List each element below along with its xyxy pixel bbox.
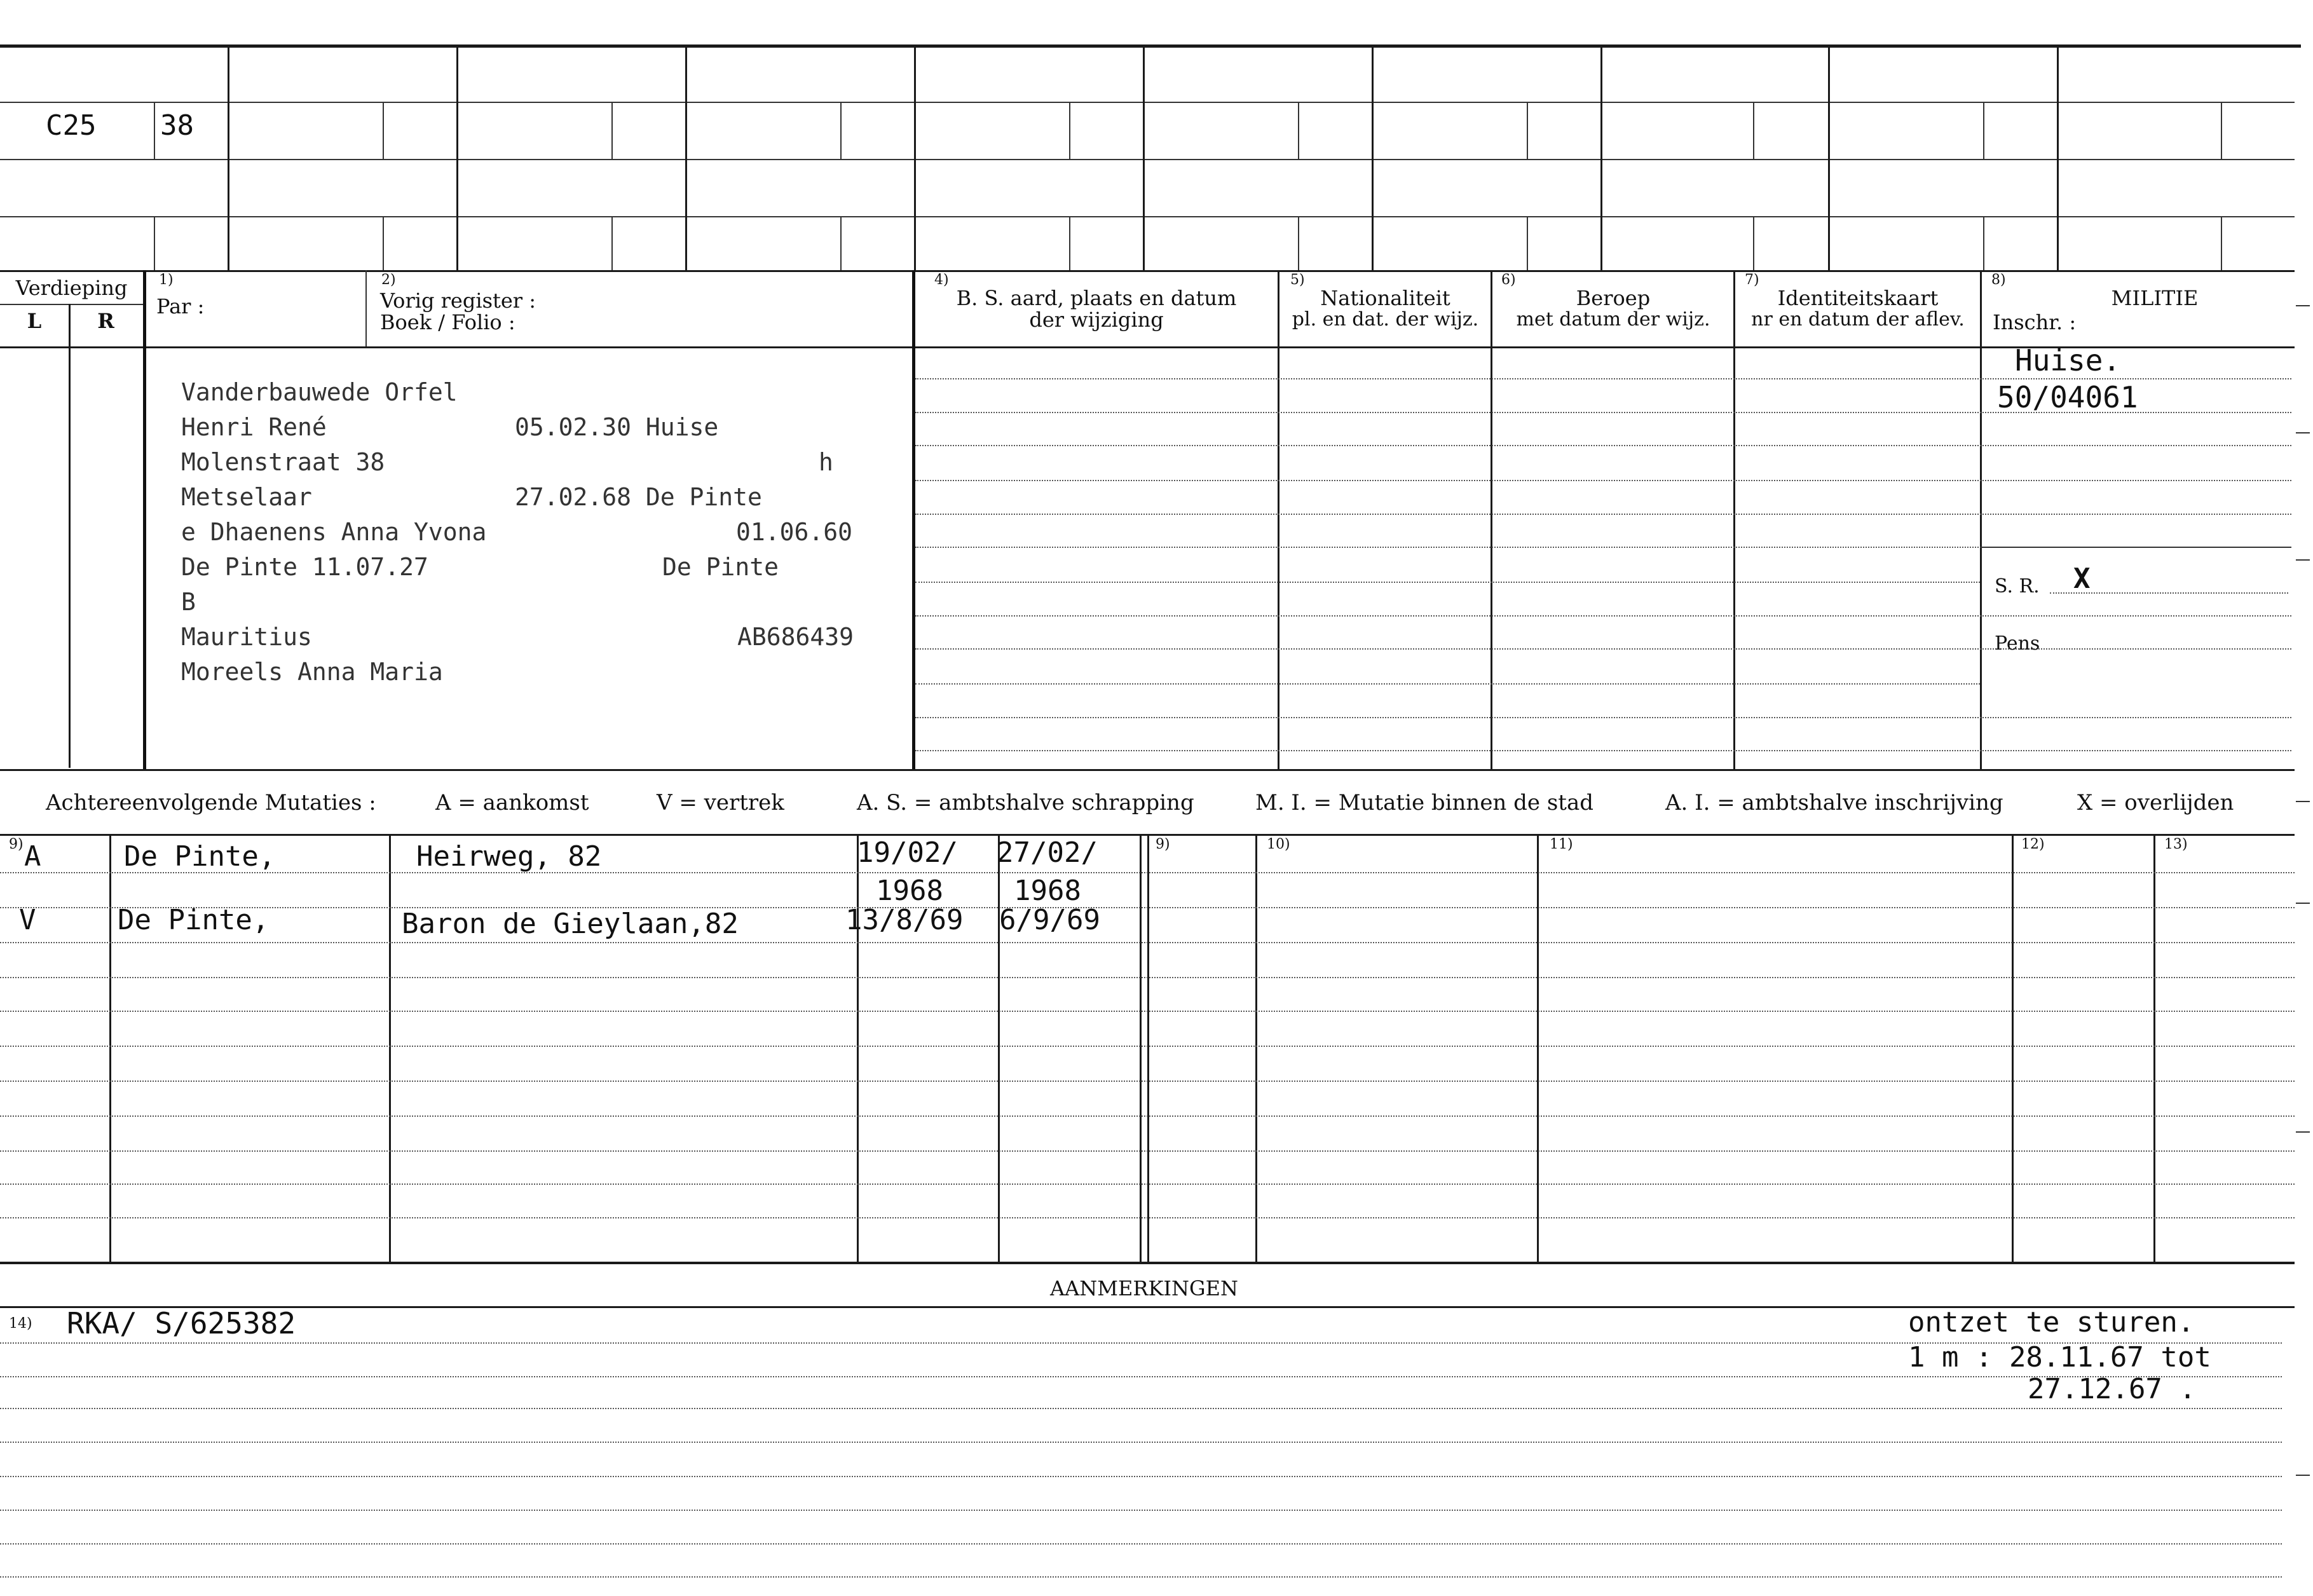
row-line (915, 717, 2291, 718)
legend-as: A. S. = ambtshalve schrapping (857, 790, 1194, 815)
remarks-right-2: 1 m : 28.11.67 tot (1908, 1341, 2211, 1374)
legend-v: V = vertrek (657, 790, 784, 815)
note-7: 7) (1745, 272, 1759, 288)
mut-row1-date2b: 1968 (1014, 875, 1081, 907)
edge-tick (2296, 559, 2310, 561)
remarks-line (0, 1442, 2282, 1443)
mut-note-11: 11) (1550, 836, 1573, 852)
mut-row-line (0, 1115, 2295, 1117)
top-grid-col (456, 44, 458, 270)
top-grid-col (685, 44, 687, 270)
top-grid-col (2057, 44, 2059, 270)
mut-col (1147, 834, 1149, 1262)
note-4: 4) (934, 272, 949, 288)
top-grid-subcol (2221, 216, 2222, 270)
edge-tick (2296, 432, 2310, 433)
top-grid-subcol (1069, 102, 1070, 159)
mut-row1-date2a: 27/02/ (997, 836, 1098, 869)
mut-row-line (0, 1046, 2295, 1047)
note-6: 6) (1501, 272, 1516, 288)
row-line (915, 615, 2291, 617)
mut-row2-place: De Pinte, (118, 904, 270, 936)
top-grid-col (1600, 44, 1602, 270)
col-divider (365, 270, 367, 346)
mut-row-line (0, 1081, 2295, 1082)
note-1: 1) (159, 272, 174, 288)
top-grid-subcol (840, 216, 842, 270)
top-grid-line (0, 159, 2295, 160)
row-line (915, 378, 2291, 379)
nationaliteit-header-2: pl. en dat. der wijz. (1292, 308, 1479, 331)
person-line-3b: h (819, 448, 833, 476)
row-line (915, 683, 1980, 685)
militie-split (1980, 547, 2291, 548)
boek-folio-label: Boek / Folio : (380, 310, 515, 334)
remarks-line (0, 1510, 2282, 1511)
top-grid-line (0, 216, 2295, 217)
mut-row1-date1a: 19/02/ (857, 836, 958, 869)
header-bottom-line (0, 346, 2295, 348)
sr-mark: X (2073, 563, 2091, 595)
col-divider (912, 270, 915, 769)
top-grid-subcol (1527, 102, 1528, 159)
mut-row-line (0, 872, 2295, 873)
mut-row-line (0, 977, 2295, 978)
col-divider (143, 270, 146, 769)
person-line-9: Moreels Anna Maria (181, 658, 443, 686)
col-divider (69, 304, 71, 768)
mut-row1-street: Heirweg, 82 (416, 840, 602, 873)
top-grid-subcol (383, 102, 384, 159)
top-grid-col (1828, 44, 1830, 270)
mut-row-line (0, 1150, 2295, 1152)
remarks-line (0, 1576, 2282, 1578)
top-grid-subcol (1983, 216, 1984, 270)
body-bottom-line (0, 769, 2295, 771)
top-grid-subcol (1527, 216, 1528, 270)
header-top-line (0, 270, 2295, 272)
mut-note-9: 9) (9, 836, 24, 852)
top-grid-col (1143, 44, 1145, 270)
remarks-line (0, 1376, 2282, 1377)
verdieping-split (0, 304, 143, 305)
mutations-bottom-line (0, 1262, 2295, 1264)
militie-header: MILITIE (2111, 286, 2199, 310)
vorig-register-label: Vorig register : (380, 289, 536, 313)
person-line-8b: AB686439 (737, 623, 854, 651)
top-grid-subcol (154, 102, 155, 159)
remarks-right-3: 27.12.67 . (2028, 1373, 2196, 1405)
top-grid-subcol (611, 216, 613, 270)
mut-note-10: 10) (1267, 836, 1290, 852)
person-line-8a: Mauritius (181, 623, 312, 651)
sr-label: S. R. (1995, 575, 2040, 597)
remarks-right-1: ontzet te sturen. (1908, 1306, 2195, 1339)
top-grid-subcol (1753, 216, 1754, 270)
row-line (915, 648, 2291, 650)
mut-note-9b: 9) (1156, 836, 1170, 852)
legend-mi: M. I. = Mutatie binnen de stad (1255, 790, 1593, 815)
top-grid-col (914, 44, 916, 270)
edge-tick (2296, 903, 2310, 904)
militie-place: Huise. (2015, 343, 2121, 378)
edge-tick (2296, 801, 2310, 802)
col-l-header: L (27, 309, 42, 333)
note-2: 2) (381, 272, 396, 288)
mut-row-line (0, 1183, 2295, 1185)
person-line-7: B (181, 588, 196, 616)
legend-ai: A. I. = ambtshalve inschrijving (1665, 790, 2003, 815)
mut-col (109, 834, 111, 1262)
top-grid-subcol (2221, 102, 2222, 159)
person-line-5b: 01.06.60 (736, 518, 853, 546)
person-line-1: Vanderbauwede Orfel (181, 378, 458, 406)
mut-col (1140, 834, 1142, 1262)
person-line-4a: Metselaar (181, 483, 312, 511)
mut-row2-date1a: 13/8/69 (845, 904, 964, 936)
mut-row1-type: A (24, 840, 41, 873)
mut-row1-date1b: 1968 (876, 875, 943, 907)
col-r-header: R (97, 309, 114, 333)
col-divider (1491, 270, 1492, 769)
person-line-2b: 05.02.30 Huise (515, 413, 719, 441)
note-8: 8) (1991, 272, 2006, 288)
row-line (915, 445, 2291, 446)
remarks-line (0, 1408, 2282, 1409)
beroep-header-2: met datum der wijz. (1516, 308, 1710, 331)
mut-note-13: 13) (2164, 836, 2188, 852)
person-line-6a: De Pinte 11.07.27 (181, 553, 428, 581)
pens-label: Pens (1995, 632, 2040, 655)
person-line-5a: e Dhaenens Anna Yvona (181, 518, 487, 546)
mut-col (1537, 834, 1539, 1262)
edge-tick (2296, 1131, 2310, 1133)
note-5: 5) (1290, 272, 1305, 288)
mut-row1-place: De Pinte, (124, 840, 276, 873)
remarks-title: AANMERKINGEN (1050, 1276, 1238, 1300)
col-divider (1980, 270, 1982, 769)
top-grid-col (1372, 44, 1374, 270)
row-line (915, 582, 1980, 583)
top-grid-subcol (840, 102, 842, 159)
top-grid-subcol (1753, 102, 1754, 159)
mut-col (389, 834, 391, 1262)
mut-col (1255, 834, 1257, 1262)
row-line (915, 750, 2291, 751)
mut-col (998, 834, 1000, 1262)
top-grid-subcol (154, 216, 155, 270)
row-line (915, 514, 2291, 515)
identiteitskaart-header-2: nr en datum der aflev. (1751, 308, 1965, 331)
beroep-header-1: Beroep (1576, 286, 1651, 310)
edge-tick (2296, 305, 2310, 306)
legend-title: Achtereenvolgende Mutaties : (46, 790, 376, 815)
mut-col (2153, 834, 2155, 1262)
card-code: C25 (46, 109, 97, 142)
mut-row2-type: V (19, 904, 36, 936)
mut-col (857, 834, 859, 1262)
nationaliteit-header-1: Nationaliteit (1320, 286, 1450, 310)
mut-row2-street: Baron de Gieylaan,82 (402, 908, 739, 940)
col-divider (1733, 270, 1735, 769)
col-divider (1278, 270, 1279, 769)
bs-header-1: B. S. aard, plaats en datum (956, 286, 1237, 310)
mut-row-line (0, 907, 2295, 908)
card-number: 38 (160, 109, 194, 142)
person-line-4b: 27.02.68 De Pinte (515, 483, 762, 511)
mut-row-line (0, 1011, 2295, 1012)
row-line (915, 480, 2291, 481)
par-label: Par : (156, 294, 205, 318)
top-grid-subcol (611, 102, 613, 159)
top-grid-subcol (383, 216, 384, 270)
remarks-line (0, 1476, 2282, 1477)
remarks-rka: RKA/ S/625382 (67, 1306, 296, 1340)
remarks-note-14: 14) (9, 1316, 32, 1332)
mut-row-line (0, 942, 2295, 943)
top-grid-subcol (1298, 102, 1299, 159)
inschr-label: Inschr. : (1993, 310, 2077, 334)
identiteitskaart-header-1: Identiteitskaart (1777, 286, 1939, 310)
mut-note-12: 12) (2021, 836, 2045, 852)
verdieping-header: Verdieping (15, 276, 128, 300)
person-line-3a: Molenstraat 38 (181, 448, 385, 476)
person-line-6b: De Pinte (662, 553, 779, 581)
militie-number: 50/04061 (1997, 380, 2138, 414)
bs-header-2: der wijziging (1029, 308, 1164, 332)
legend-a: A = aankomst (435, 790, 589, 815)
legend-x: X = overlijden (2077, 790, 2234, 815)
edge-tick (2296, 1475, 2310, 1476)
top-grid-subcol (1983, 102, 1984, 159)
person-line-2a: Henri René (181, 413, 327, 441)
top-grid-subcol (1069, 216, 1070, 270)
top-border (0, 44, 2301, 48)
mut-row2-date2a: 6/9/69 (999, 904, 1100, 936)
top-grid-subcol (1298, 216, 1299, 270)
top-grid-col (228, 44, 229, 270)
mut-row-line (0, 1217, 2295, 1218)
remarks-line (0, 1543, 2282, 1545)
top-grid-line (0, 102, 2295, 103)
mut-col (2012, 834, 2014, 1262)
